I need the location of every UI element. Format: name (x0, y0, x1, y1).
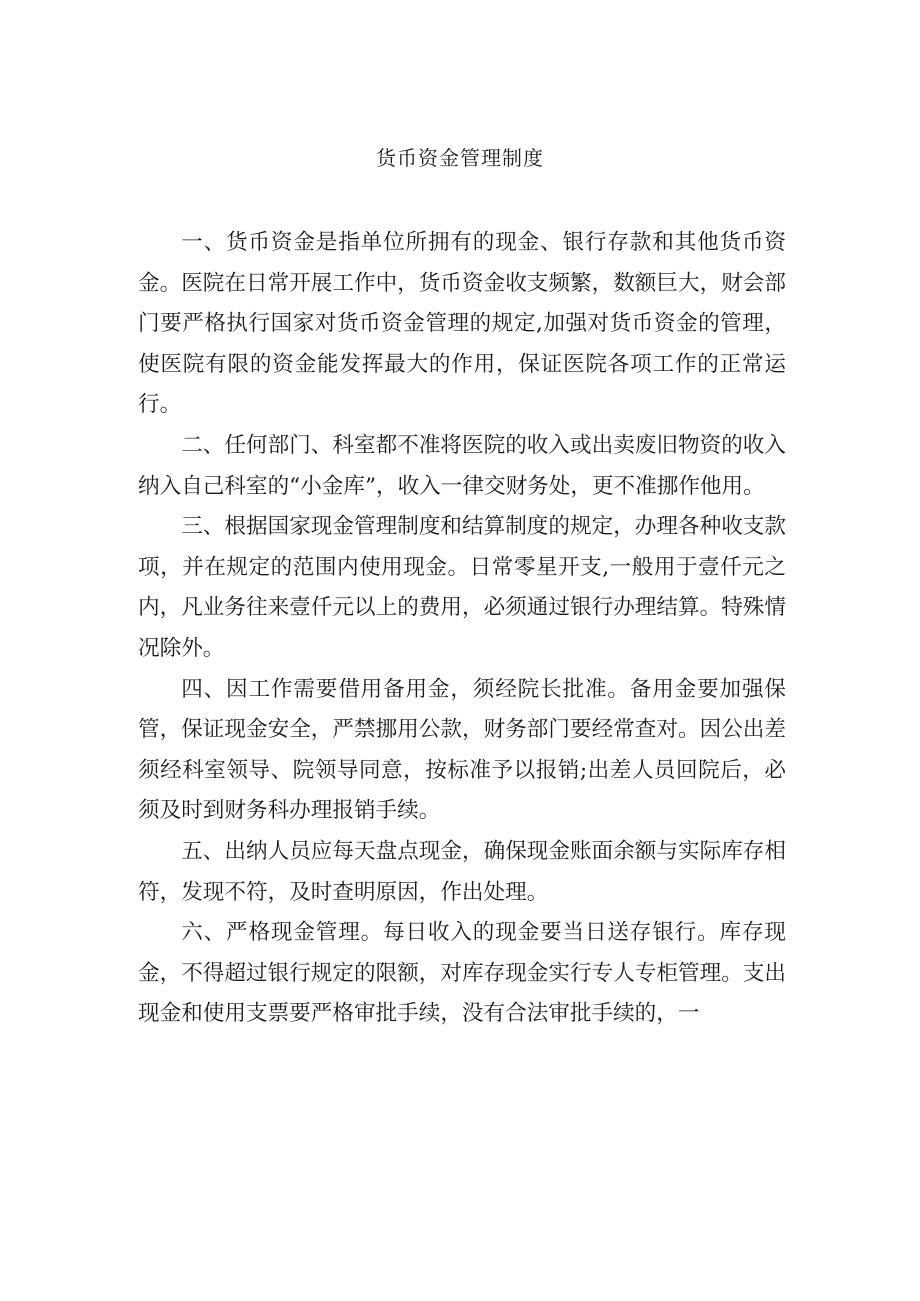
paragraph-3: 三、根据国家现金管理制度和结算制度的规定，办理各种收支款项，并在规定的范围内使用现金。日常零星开支,一般用于壹仟元之内，凡业务往来壹仟元以上的费用，必须通过银行办理结算。特殊情况除外。 (138, 514, 786, 661)
paragraph-6: 六、严格现金管理。每日收入的现金要当日送存银行。库存现金，不得超过银行规定的限额，对库存现金实行专人专柜管理。支出现金和使用支票要严格审批手续，没有合法审批手续的，一 (138, 920, 786, 1027)
paragraph-1: 一、货币资金是指单位所拥有的现金、银行存款和其他货币资金。医院在日常开展工作中，货币资金收支频繁，数额巨大，财会部门要严格执行国家对货币资金管理的规定,加强对货币资金的管理，使医院有限的资金能发挥最大的作用，保证医院各项工作的正常运行。 (138, 230, 786, 418)
document-body (138, 223, 786, 1035)
paragraph-4: 四、因工作需要借用备用金，须经院长批准。备用金要加强保管，保证现金安全，严禁挪用公款，财务部门要经常查对。因公出差须经科室领导、院领导同意，按标准予以报销;出差人员回院后，必须及时到财务科办理报销手续。 (138, 676, 786, 824)
document-title: 货币资金管理制度 (376, 146, 544, 170)
paragraph-2: 二、任何部门、科室都不准将医院的收入或出卖废旧物资的收入纳入自己科室的“小金库”，收入一律交财务处，更不准挪作他用。 (138, 432, 786, 499)
paragraph-5: 五、出纳人员应每天盘点现金，确保现金账面余额与实际库存相符，发现不符，及时查明原因，作出处理。 (138, 838, 786, 905)
